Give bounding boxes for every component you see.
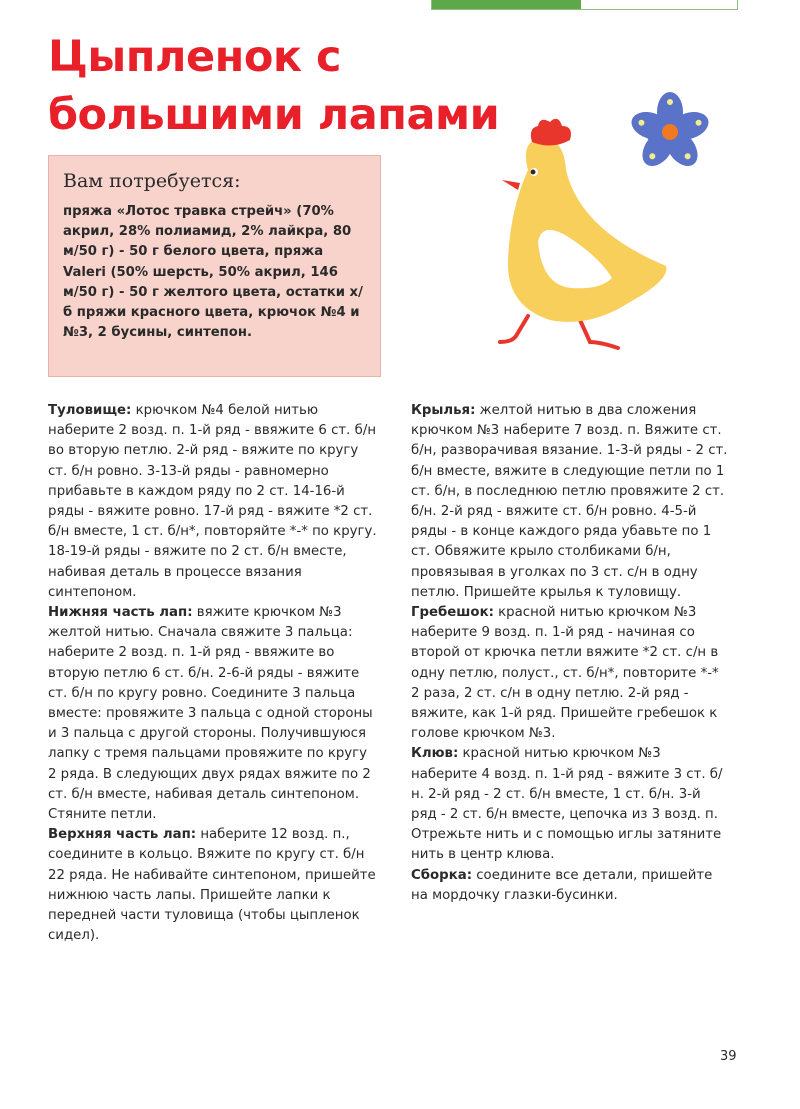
section-label: Клюв: (411, 746, 459, 762)
chick-icon (500, 119, 666, 348)
section-text: наберите 12 возд. п., соедините в кольцо. Вяжите по кругу ст. б/н 22 ряда. Не набивайте синтепоном, пришейте нижнюю часть лапы. Пришейте лапки к передней части туловища (чтобы цыпленок сидел). (48, 827, 376, 944)
materials-text: пряжа «Лотос травка стрейч» (70% акрил, 28% полиамид, 2% лайкра, 80 м/50 г) - 50 г белого цвета, пряжа Valeri (50% шерсть, 50% акрил, 146 м/50 г) - 50 г желтого цвета, остатки х/б пряжи красного цвета, крючок №4 и №3, 2 бусины, синтепон. (63, 204, 363, 341)
section-comb (411, 603, 729, 744)
section-label: Крылья: (411, 403, 476, 418)
instructions-left-column (48, 401, 378, 946)
page-number: 39 (720, 1049, 737, 1064)
section-text: вяжите крючком №3 желтой нитью. Сначала свяжите 3 пальца: наберите 2 возд. п. 1-й ряд - ввяжите во вторую петлю 6 ст. б/н. 2-6-й ряды - вяжите ст. б/н по кругу ровно. Соедините 3 пальца вместе: провяжите 3 пальца с одной стороны и 3 пальца с другой стороны. Получившуюся лапку с тремя пальцами провяжите по кругу 2 ряда. В следующих двух рядах вяжите по 2 ст. б/н вместе, набивая деталь синтепоном. Стяните петли. (48, 605, 373, 823)
section-label: Сборка: (411, 867, 473, 883)
section-upper-feet (48, 825, 378, 946)
illustration (480, 80, 730, 380)
section-lower-feet (48, 603, 378, 825)
section-label: Туловище: (48, 403, 132, 418)
section-beak (411, 744, 729, 865)
section-wings (411, 401, 729, 603)
section-text: соедините все детали, пришейте на мордочку глазки-бусинки. (411, 867, 713, 903)
section-assembly (411, 866, 729, 906)
section-tab (581, 0, 738, 10)
section-body (48, 401, 378, 603)
page-title: Цыпленок с большими лапами (48, 32, 500, 140)
materials-heading: Вам потребуется: (63, 170, 241, 192)
section-label: Гребешок: (411, 605, 494, 621)
materials-box (48, 155, 381, 377)
section-text: красной нитью крючком №3 наберите 9 возд. п. 1-й ряд - начиная со второй от крючка петли вяжите *2 ст. с/н в одну петлю, полуст., ст. б/н*, повторите *-* 2 раза, 2 ст. с/н в одну петлю. 2-й ряд - вяжите, как 1-й ряд. Пришейте гребешок к голове крючком №3. (411, 605, 719, 742)
section-text: крючком №4 белой нитью наберите 2 возд. п. 1-й ряд - ввяжите 6 ст. б/н во вторую петлю. 2-й ряд - вяжите по кругу ст. б/н ровно. 3-13-й ряды - равномерно прибавьте в каждом ряду по 2 ст. 14-16-й ряды - вяжите ровно. 17-й ряд - вяжите *2 ст. б/н вместе, 1 ст. б/н*, повторяйте *-* по кругу. 18-19-й ряды - вяжите по 2 ст. б/н вместе, набивая деталь в процессе вязания синтепоном. (48, 403, 377, 600)
flower-icon (628, 92, 712, 172)
section-text: желтой нитью в два сложения крючком №3 наберите 7 возд. п. Вяжите ст. б/н, разворачивая вязание. 1-3-й ряды - 2 ст. б/н вместе, вяжите в следующие петли по 1 ст. б/н, в последнюю петлю провяжите 2 ст. б/н. 2-й ряд - вяжите ст. б/н ровно. 4-5-й ряды - в конце каждого ряда убавьте по 1 ст. Обвяжите крыло столбиками б/н, провязывая в уголках по 3 ст. с/н в одну петлю. Пришейте крылья к туловищу. (411, 403, 728, 600)
section-label: Верхняя часть лап: (48, 827, 197, 843)
instructions-right-column (411, 401, 729, 906)
section-tab-active (431, 0, 583, 10)
section-text: красной нитью крючком №3 наберите 4 возд. п. 1-й ряд - вяжите 3 ст. б/н. 2-й ряд - 2 ст. б/н вместе, 1 ст. б/н. 3-й ряд - 2 ст. б/н вместе, цепочка из 3 возд. п. Отрежьте нить и с помощью иглы затяните нить в центр клюва. (411, 746, 723, 863)
section-label: Нижняя часть лап: (48, 605, 193, 621)
